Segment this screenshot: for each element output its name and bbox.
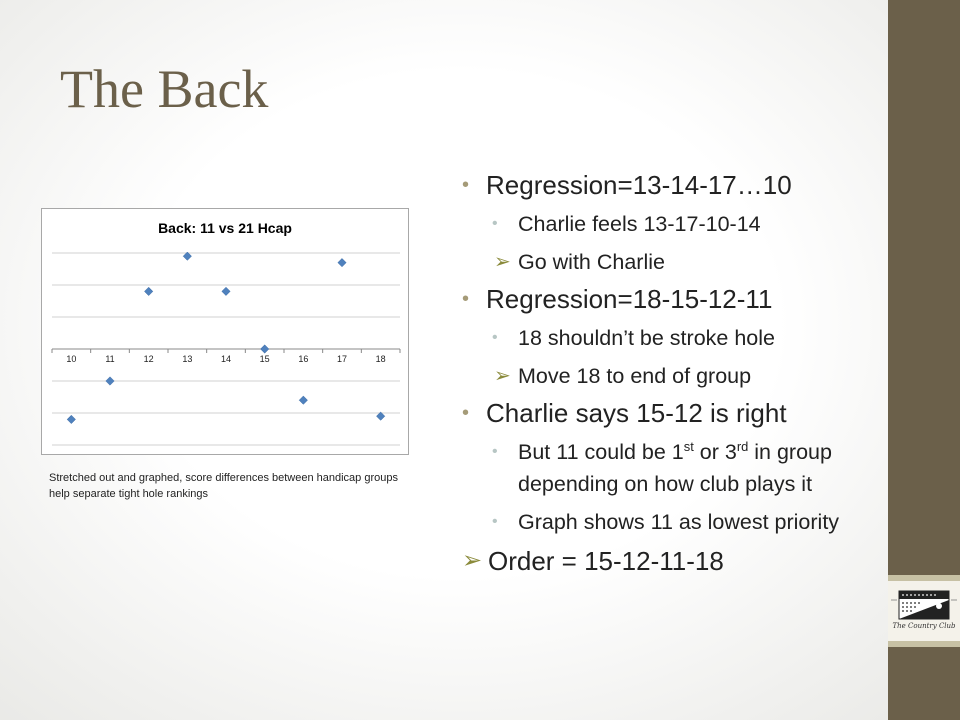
- data-point: [338, 258, 346, 266]
- chart-caption: Stretched out and graphed, score differences between handicap groups help separate tight hole rankings: [49, 472, 398, 500]
- sub-bullet-text: 18 shouldn’t be stroke hole: [518, 326, 775, 350]
- x-tick-label: 14: [220, 354, 232, 364]
- sub-bullet-text: [518, 440, 832, 496]
- chart-title: Back: 11 vs 21 Hcap: [158, 220, 292, 236]
- sub-bullet-item: [462, 506, 882, 538]
- bullet-item: [462, 282, 882, 316]
- bullet-dot-icon: •: [492, 443, 498, 460]
- bullet-dot-icon: •: [462, 288, 470, 310]
- bullet-item: [462, 396, 882, 430]
- sub-bullet-text: Move 18 to end of group: [518, 364, 752, 388]
- arrow-bullet-icon: ➢: [462, 547, 483, 574]
- x-tick-label: 13: [182, 354, 193, 364]
- arrow-bullet-icon: ➢: [494, 251, 511, 273]
- bullet-text: Order = 15-12-11-18: [488, 546, 724, 576]
- x-tick-label: 18: [375, 354, 386, 364]
- bullet-text: Regression=18-15-12-11: [486, 284, 773, 314]
- bullet-dot-icon: •: [462, 402, 470, 424]
- sub-bullet-text: Charlie feels 13-17-10-14: [518, 212, 761, 236]
- data-point: [144, 287, 152, 295]
- sub-bullet-item: [462, 436, 882, 500]
- sub-bullet-item: [462, 360, 882, 392]
- text-part: But 11 could be 1: [518, 440, 684, 464]
- slide-title: The Back: [60, 59, 269, 119]
- text-part: or 3: [693, 440, 737, 464]
- superscript: st: [683, 438, 694, 454]
- bullet-dot-icon: •: [462, 174, 470, 196]
- bullet-item: [462, 544, 882, 578]
- arrow-bullet-icon: ➢: [494, 365, 511, 387]
- superscript: rd: [736, 438, 749, 454]
- chart-frame: [41, 208, 409, 455]
- bullet-item: [462, 168, 882, 202]
- x-tick-label: 17: [336, 354, 348, 364]
- bullet-dot-icon: •: [492, 329, 498, 346]
- sub-bullet-text: Go with Charlie: [518, 250, 665, 274]
- data-point: [260, 345, 268, 353]
- scatter-chart: [42, 209, 408, 454]
- data-point: [222, 287, 230, 295]
- x-tick-label: 10: [66, 354, 77, 364]
- x-tick-label: 16: [298, 354, 309, 364]
- logo-caption: The Country Club: [892, 622, 956, 630]
- x-tick-label: 15: [259, 354, 270, 364]
- sub-bullet-item: [462, 208, 882, 240]
- club-logo-icon: [889, 586, 959, 622]
- text-part: in group depending on how club plays it: [518, 440, 832, 496]
- bullet-dot-icon: •: [492, 215, 498, 232]
- sub-bullet-text: Graph shows 11 as lowest priority: [518, 510, 840, 534]
- data-point: [299, 396, 307, 404]
- sub-bullet-item: [462, 322, 882, 354]
- bullet-text: Regression=13-14-17…10: [486, 170, 792, 200]
- data-point: [106, 377, 114, 385]
- bullet-text: Charlie says 15-12 is right: [486, 398, 787, 428]
- x-tick-label: 11: [105, 354, 115, 364]
- bullet-list: [462, 168, 882, 578]
- x-tick-label: 12: [143, 354, 154, 364]
- data-point: [67, 415, 75, 423]
- sub-bullet-item: [462, 246, 882, 278]
- bullet-dot-icon: •: [492, 513, 498, 530]
- club-logo: [889, 586, 959, 634]
